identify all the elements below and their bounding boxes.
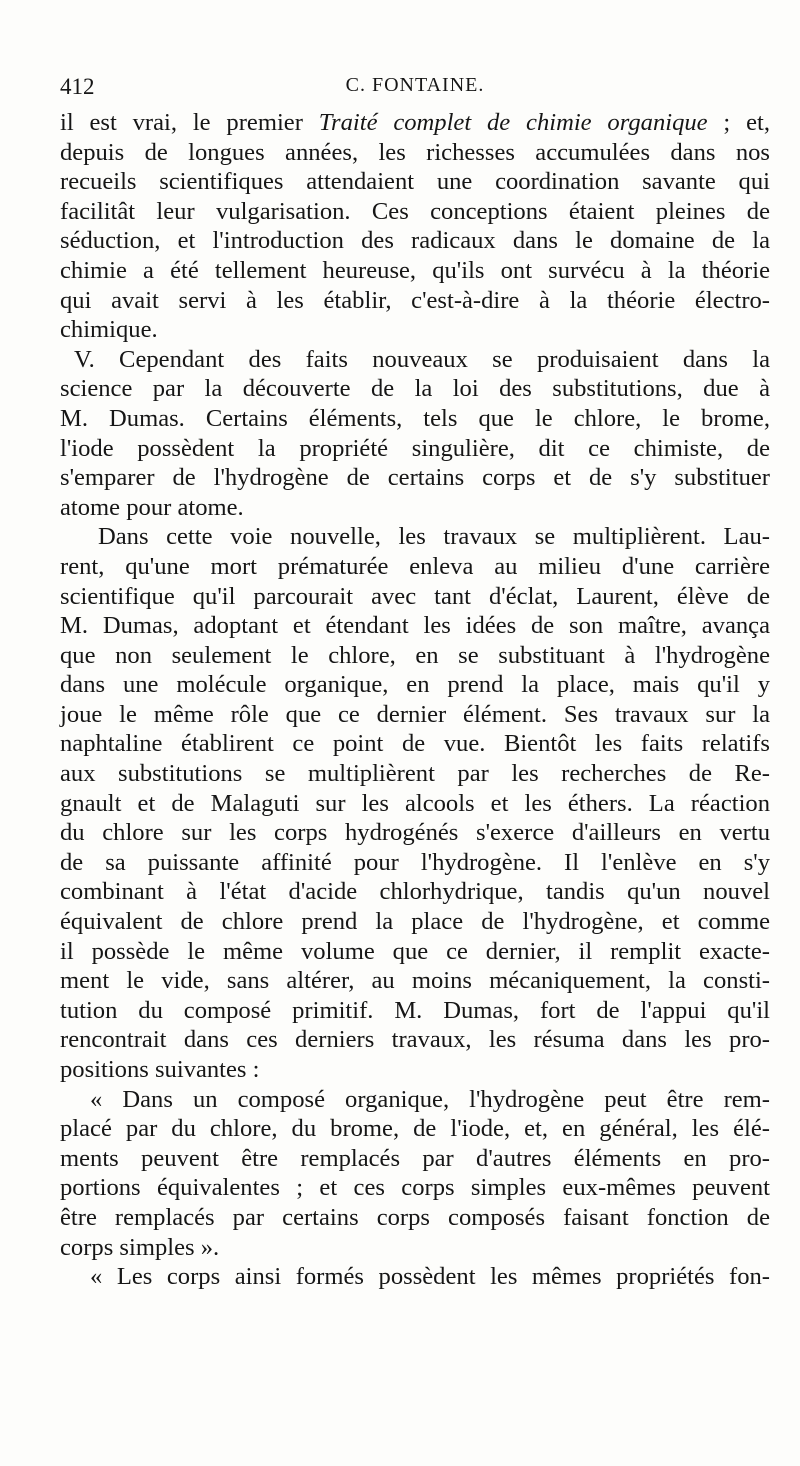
text-line: rencontrait dans ces derniers travaux, les résuma dans les pro- — [60, 1026, 770, 1054]
text-line: rent, qu'une mort prématurée enleva au milieu d'une carrière — [60, 552, 770, 580]
text-line: tution du composé primitif. M. Dumas, fort de l'appui qu'il — [60, 996, 770, 1024]
text-line: M. Dumas. Certains éléments, tels que le chlore, le brome, — [60, 404, 770, 432]
text-line: recueils scientifiques attendaient une coordination savante qui — [60, 168, 770, 196]
page-number: 412 — [60, 74, 95, 99]
text-line: atome pour atome. — [60, 493, 244, 521]
book-title: Traité complet de chimie organique — [318, 109, 708, 136]
text-line: de sa puissante affinité pour l'hydrogène. Il l'enlève en s'y — [60, 848, 770, 876]
text-line: du chlore sur les corps hydrogénés s'exerce d'ailleurs en vertu — [60, 819, 770, 847]
text-line: chimique. — [60, 316, 158, 344]
text-line: il est vrai, le premier Traité complet de chimie organique ; et, — [60, 109, 770, 136]
text-line: que non seulement le chlore, en se substituant à l'hydrogène — [60, 641, 770, 669]
text-line: naphtaline établirent ce point de vue. Bientôt les faits relatifs — [60, 730, 770, 758]
text-line: science par la découverte de la loi des substitutions, due à — [60, 375, 770, 403]
text-line: il possède le même volume que ce dernier, il remplit exacte- — [60, 937, 770, 965]
quote-line: corps simples ». — [60, 1233, 220, 1261]
text-line: qui avait servi à les établir, c'est-à-dire à la théorie électro- — [60, 286, 770, 314]
text-line: M. Dumas, adoptant et étendant les idées de son maître, avança — [60, 612, 770, 640]
text-line: depuis de longues années, les richesses accumulées dans nos — [60, 138, 770, 166]
quote-line: « Les corps ainsi formés possèdent les mêmes propriétés fon- — [90, 1263, 770, 1291]
text-line: chimie a été tellement heureuse, qu'ils ont survécu à la théorie — [60, 256, 770, 284]
text-line: facilitât leur vulgarisation. Ces conceptions étaient pleines de — [60, 197, 770, 225]
text-line: positions suivantes : — [60, 1056, 260, 1083]
text-line: aux substitutions se multiplièrent par les recherches de Re- — [60, 760, 770, 788]
text-line: gnault et de Malaguti sur les alcools et les éthers. La réaction — [60, 789, 770, 817]
text-line: joue le même rôle que ce dernier élément. Ses travaux sur la — [60, 700, 770, 728]
text-line: équivalent de chlore prend la place de l'hydrogène, et comme — [60, 908, 770, 936]
quote-line: être remplacés par certains corps composés faisant fonction de — [60, 1203, 770, 1231]
text-line: ment le vide, sans altérer, au moins mécaniquement, la consti- — [60, 967, 770, 995]
body-text — [60, 108, 770, 1292]
quote-line: portions équivalentes ; et ces corps simples eux-mêmes peuvent — [60, 1174, 770, 1202]
quote-line: placé par du chlore, du brome, de l'iode, et, en général, les élé- — [60, 1115, 770, 1143]
running-head — [60, 74, 770, 104]
text-line: scientifique qu'il parcourait avec tant d'éclat, Laurent, élève de — [60, 582, 770, 610]
text-line: s'emparer de l'hydrogène de certains corps et de s'y substituer — [60, 464, 770, 492]
text-line: Dans cette voie nouvelle, les travaux se multiplièrent. Lau- — [98, 523, 770, 551]
running-title: C. FONTAINE. — [345, 74, 485, 96]
text-line: l'iode possèdent la propriété singulière, dit ce chimiste, de — [60, 434, 770, 462]
text-line: dans une molécule organique, en prend la place, mais qu'il y — [60, 671, 770, 699]
quote-line: ments peuvent être remplacés par d'autres éléments en pro- — [60, 1144, 770, 1172]
section-heading-line: V. Cependant des faits nouveaux se produisaient dans la — [74, 345, 770, 373]
text-line: combinant à l'état d'acide chlorhydrique, tandis qu'un nouvel — [60, 878, 770, 906]
quote-line: « Dans un composé organique, l'hydrogène peut être rem- — [90, 1085, 770, 1113]
text-line: séduction, et l'introduction des radicaux dans le domaine de la — [60, 227, 770, 255]
